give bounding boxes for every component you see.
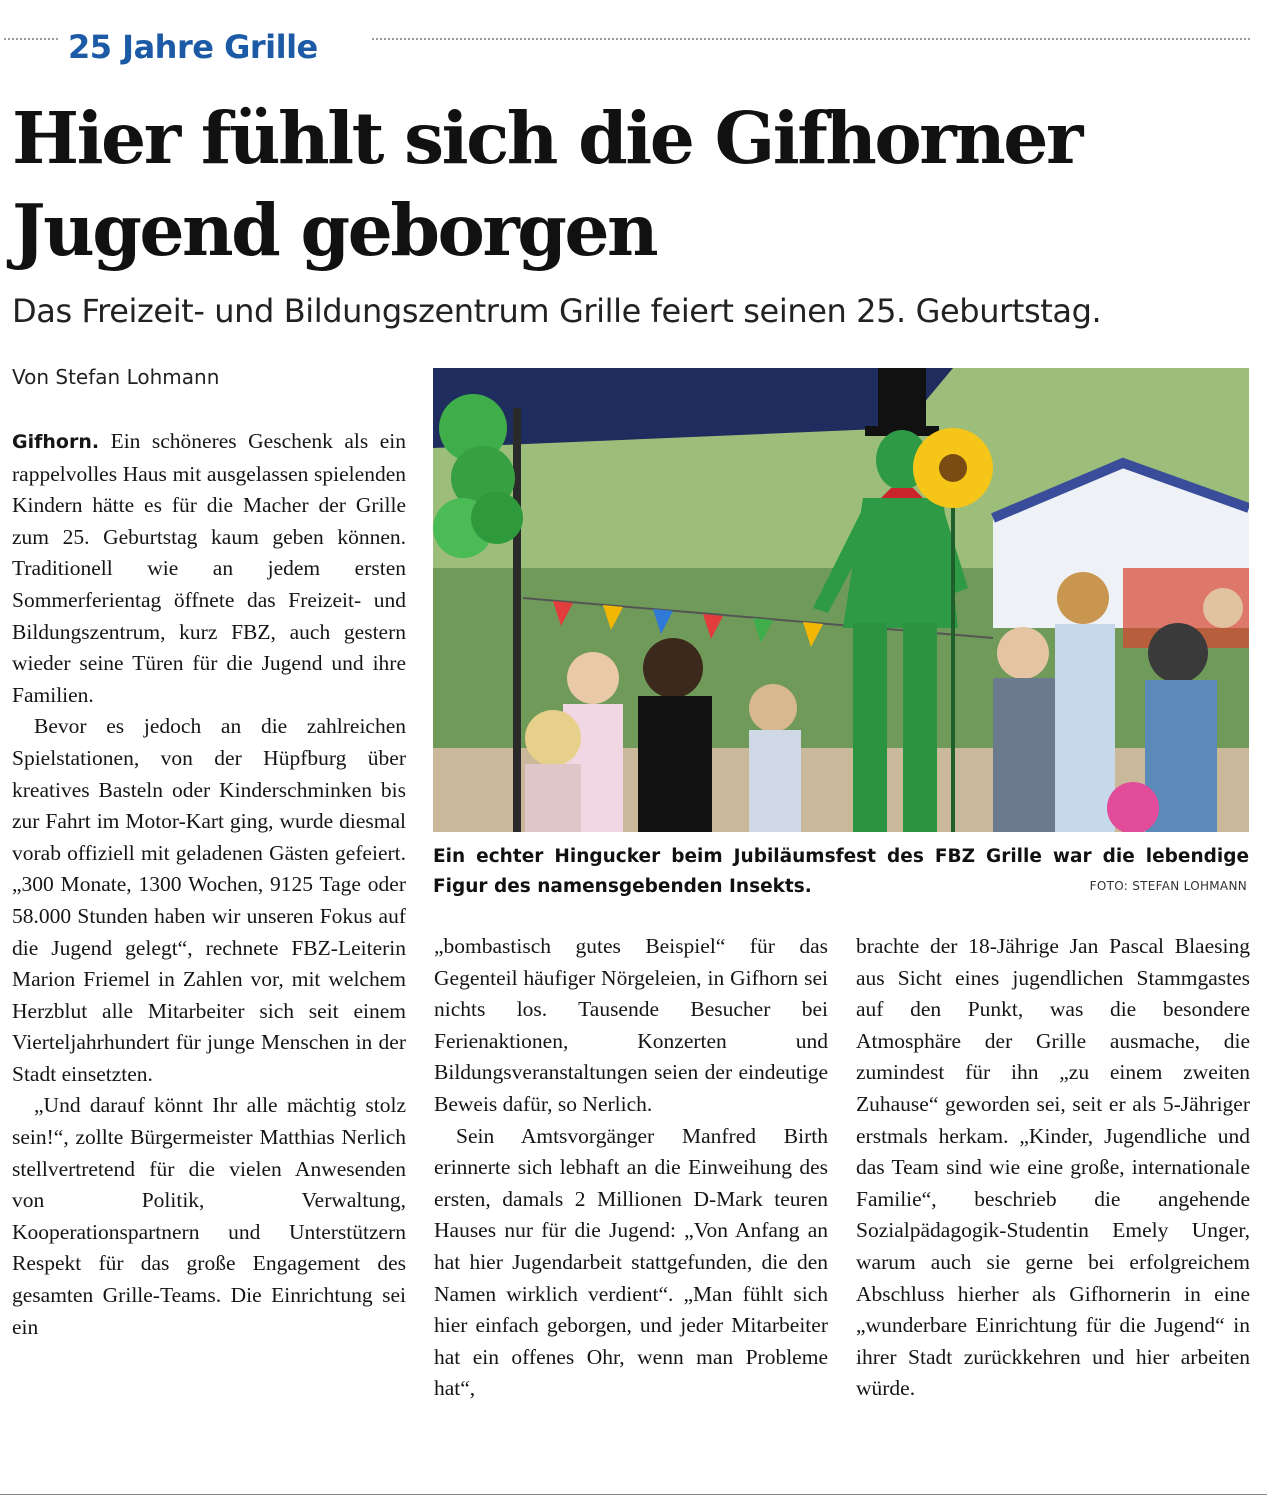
paragraph-3: „Und darauf könnt Ihr alle mächtig stolz sein!“, zollte Bürgermeister Matthias Nerlich stellvertretend für die vielen Anwesenden von Politik, Verwaltung, Kooperationspartnern und Unterstützern Respekt für das große Engagement des gesamten Grille-Teams. Die Einrichtung sei ein: [12, 1093, 406, 1339]
photo-credit: FOTO: STEFAN LOHMANN: [1089, 879, 1247, 893]
paragraph-1: [12, 426, 406, 711]
section-kicker: 25 Jahre Grille: [68, 28, 318, 66]
photo-illustration: [433, 368, 1249, 832]
section-header: [0, 14, 1267, 66]
headline-line-2: Jugend geborgen: [12, 188, 657, 272]
paragraph-4: „bombastisch gutes Beispiel“ für das Gegenteil häufiger Nörgeleien, in Gifhorn sei nichts los. Tausende Besucher bei Ferienaktionen, Konzerten und Bildungsveranstaltungen seien der eindeutige Beweis dafür, so Nerlich.: [434, 934, 828, 1116]
dotted-rule-left: [4, 38, 58, 40]
article-subheadline: Das Freizeit- und Bildungszentrum Grille feiert seinen 25. Geburtstag.: [12, 292, 1102, 330]
byline: Von Stefan Lohmann: [12, 365, 220, 389]
text-column-1: [12, 426, 406, 1343]
article-headline: [12, 92, 1252, 276]
paragraph-2: Bevor es jedoch an die zahlreichen Spielstationen, von der Hüpfburg über kreatives Basteln oder Kinderschminken bis zur Fahrt im Motor-Kart ging, wurde diesmal vorab offiziell mit geladenen Gästen gefeiert. „300 Monate, 1300 Wochen, 9125 Tage oder 58.000 Stunden haben wir unseren Fokus auf die Jugend gelegt“, rechnete FBZ-Leiterin Marion Friemel in Zahlen vor, mit welchem Herzblut alle Mitarbeiter sich seit einem Vierteljahrhundert für junge Menschen in der Stadt einsetzten.: [12, 714, 406, 1086]
photo-caption: Ein echter Hingucker beim Jubiläumsfest des FBZ Grille war die lebendige Figur des namensgebenden Insekts.: [433, 846, 1249, 897]
text-column-2: [434, 931, 828, 1405]
bottom-rule: [0, 1494, 1267, 1495]
paragraph-1-text: Ein schöneres Geschenk als ein rappelvolles Haus mit ausgelassen spielenden Kindern hätte es für die Macher der Grille zum 25. Geburtstag kaum geben können. Traditionell wie an jedem ersten Sommerferientag öffnete das Freizeit- und Bildungszentrum, kurz FBZ, auch gestern wieder seine Türen für die Jugend und ihre Familien.: [12, 429, 406, 707]
dateline: Gifhorn.: [12, 431, 100, 453]
paragraph-6: brachte der 18-Jährige Jan Pascal Blaesing aus Sicht eines jugendlichen Stammgastes auf den Punkt, was die besondere Atmosphäre der Grille ausmache, die zumindest für ihn „zu einem zweiten Zuhause“ geworden sei, seit er als 5-Jähriger erstmals herkam. „Kinder, Jugendliche und das Team sind wie eine große, internationale Familie“, beschrieb die angehende Sozialpädagogik-Studentin Emely Unger, warum auch sie gerne bei erfolgreichem Abschluss hierher als Gifhornerin in eine „wunderbare Einrichtung für die Jugend“ in ihrer Stadt zurückkehren und hier arbeiten würde.: [856, 934, 1250, 1401]
article-photo: [433, 368, 1249, 832]
paragraph-5: Sein Amtsvorgänger Manfred Birth erinnerte sich lebhaft an die Einweihung des ersten, damals 2 Millionen D-Mark teuren Hauses nur für die Jugend: „Von Anfang an hat hier Jugendarbeit stattgefunden, die den Namen wirklich verdient“. „Man fühlt sich hier einfach geborgen, und jeder Mitarbeiter hat ein offenes Ohr, wenn man Probleme hat“,: [434, 1123, 828, 1401]
text-column-3: [856, 931, 1250, 1405]
dotted-rule-right: [372, 38, 1250, 40]
headline-line-1: Hier fühlt sich die Gifhorner: [12, 96, 1081, 180]
